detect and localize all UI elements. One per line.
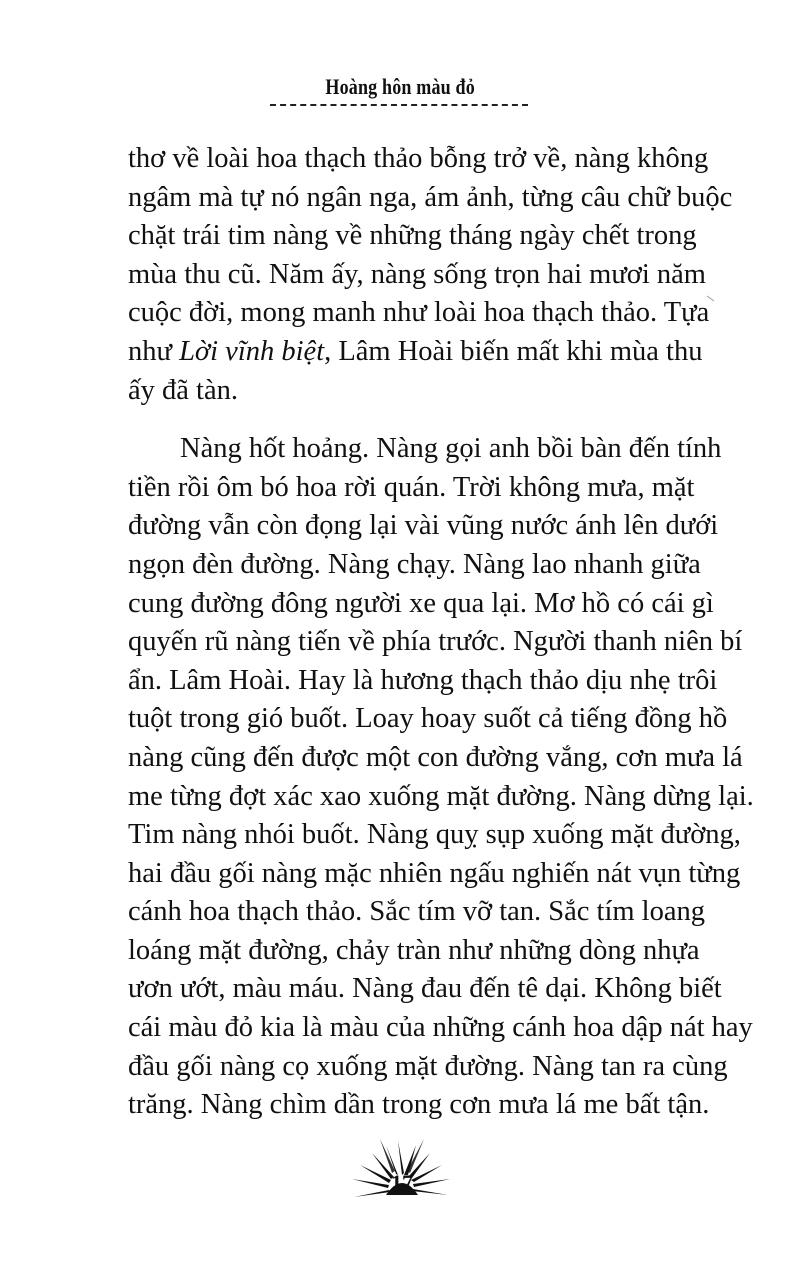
text-line: ngọn đèn đường. Nàng chạy. Nàng lao nhanh giữa bbox=[128, 548, 701, 580]
text-line: cánh hoa thạch thảo. Sắc tím vỡ tan. Sắc tím loang bbox=[128, 896, 705, 928]
text-line: trăng. Nàng chìm dần trong cơn mưa lá me bất tận. bbox=[128, 1089, 710, 1121]
text-line: tuột trong gió buốt. Loay hoay suốt cả tiếng đồng hồ bbox=[128, 703, 728, 735]
running-title: Hoàng hôn màu đỏ bbox=[325, 74, 475, 99]
text-line: me từng đợt xác xao xuống mặt đường. Nàng dừng lại. bbox=[128, 780, 754, 812]
page-number: 17 bbox=[391, 1170, 413, 1195]
text-line: tiền rồi ôm bó hoa rời quán. Trời không mưa, mặt bbox=[128, 471, 695, 503]
text-line: Tim nàng nhói buốt. Nàng quỵ sụp xuống mặt đường, bbox=[128, 819, 741, 851]
text-line: cái màu đỏ kia là màu của những cánh hoa dập nát hay bbox=[128, 1012, 753, 1044]
text-line: thơ về loài hoa thạch thảo bỗng trở về, nàng không bbox=[128, 143, 709, 174]
text-line: ươn ướt, màu máu. Nàng đau đến tê dại. Không biết bbox=[128, 973, 722, 1005]
body-text bbox=[128, 140, 754, 1125]
text-segment: như bbox=[128, 335, 180, 367]
text-line: đầu gối nàng cọ xuống mặt đường. Nàng tan ra cùng bbox=[128, 1050, 728, 1082]
text-line: cung đường đông người xe qua lại. Mơ hồ có cái gì bbox=[128, 587, 714, 619]
text-line: ngâm mà tự nó ngân nga, ám ảnh, từng câu chữ buộc bbox=[128, 181, 733, 213]
text-line: loáng mặt đường, chảy tràn như những dòng nhựa bbox=[128, 934, 700, 966]
header-dashed-rule bbox=[270, 104, 528, 106]
text-line: hai đầu gối nàng mặc nhiên ngấu nghiến nát vụn từng bbox=[128, 857, 741, 889]
text-line bbox=[128, 333, 703, 372]
text-line: chặt trái tim nàng về những tháng ngày chết trong bbox=[128, 220, 697, 252]
text-line: mùa thu cũ. Năm ấy, nàng sống trọn hai mươi năm bbox=[128, 258, 706, 290]
text-line: ẩn. Lâm Hoài. Hay là hương thạch thảo dịu nhẹ trôi bbox=[128, 664, 718, 696]
paragraph-1 bbox=[128, 140, 733, 410]
text-line: quyến rũ nàng tiến về phía trước. Người thanh niên bí bbox=[128, 626, 743, 658]
text-line: Nàng hốt hoảng. Nàng gọi anh bồi bàn đến tính bbox=[180, 433, 722, 465]
text-line: cuộc đời, mong manh như loài hoa thạch thảo. Tựa bbox=[128, 297, 710, 329]
text-line: nàng cũng đến được một con đường vắng, cơn mưa lá bbox=[128, 741, 743, 773]
italic-title: Lời vĩnh biệt bbox=[179, 335, 325, 367]
running-header bbox=[0, 74, 800, 100]
text-segment: , Lâm Hoài biến mất khi mùa thu bbox=[324, 335, 703, 367]
text-line: đường vẫn còn đọng lại vài vũng nước ánh lên dưới bbox=[128, 510, 719, 542]
text-line: ấy đã tàn. bbox=[128, 374, 238, 406]
paragraph-2 bbox=[128, 430, 754, 1125]
